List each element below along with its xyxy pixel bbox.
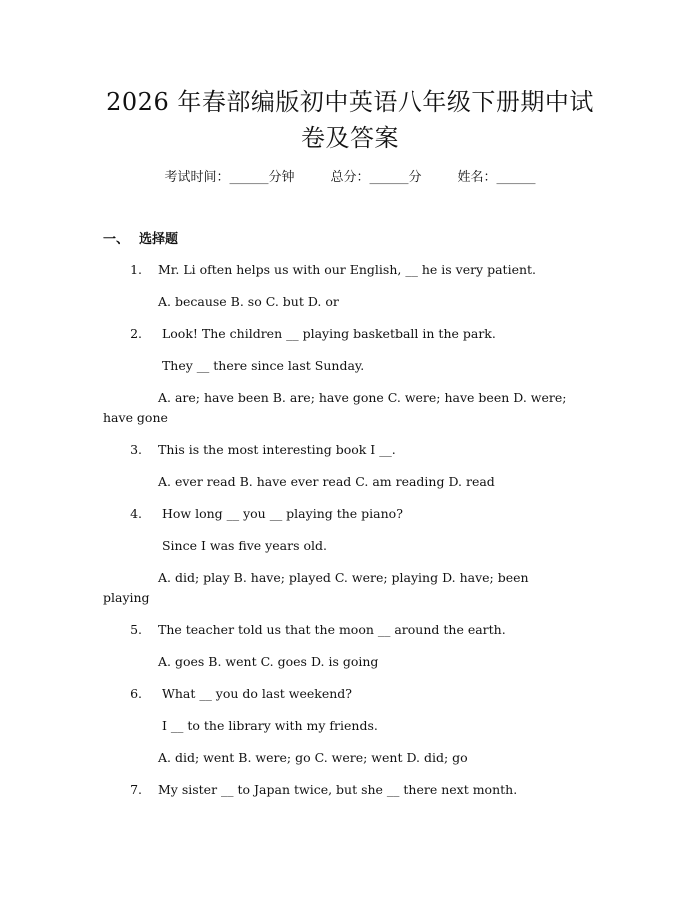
question-number: 7.: [130, 782, 142, 797]
question-options-continued: playing: [103, 590, 150, 605]
question-options: A. because B. so C. but D. or: [158, 294, 339, 309]
question-options: A. did; went B. were; go C. were; went D. did; go: [158, 750, 468, 765]
question-options: A. goes B. went C. goes D. is going: [158, 654, 379, 669]
total-score-field: 总分：______分: [330, 170, 422, 185]
question-stem: The teacher told us that the moon __ around the earth.: [158, 622, 506, 637]
section-number: 一、: [103, 232, 130, 247]
question-stem: Mr. Li often helps us with our English, __ he is very patient.: [158, 262, 537, 277]
question-stem: What __ you do last weekend?: [158, 686, 352, 701]
question-stem: My sister __ to Japan twice, but she __ there next month.: [158, 782, 518, 797]
question-number: 1.: [130, 262, 142, 277]
name-field: 姓名：______: [457, 170, 536, 185]
question-options-continued: have gone: [103, 410, 168, 425]
exam-meta: [0, 168, 700, 188]
question-stem: Look! The children __ playing basketball in the park.: [158, 326, 496, 341]
question-number: 4.: [130, 506, 142, 521]
question-stem-line-2: Since I was five years old.: [158, 538, 327, 553]
exam-time-field: 考试时间：______分钟: [164, 170, 295, 185]
question-number: 2.: [130, 326, 142, 341]
title-line-1: 2026 年春部编版初中英语八年级下册期中试: [106, 88, 594, 116]
section-title: 选择题: [139, 232, 179, 247]
question-stem-line-2: I __ to the library with my friends.: [158, 718, 378, 733]
page-title: [60, 84, 640, 156]
question-number: 5.: [130, 622, 142, 637]
question-stem-line-2: They __ there since last Sunday.: [158, 358, 365, 373]
question-number: 3.: [130, 442, 142, 457]
question-options: A. ever read B. have ever read C. am reading D. read: [158, 474, 495, 489]
question-options: A. are; have been B. are; have gone C. were; have been D. were;: [158, 390, 567, 405]
question-number: 6.: [130, 686, 142, 701]
question-options: A. did; play B. have; played C. were; playing D. have; been: [158, 570, 529, 585]
question-stem: How long __ you __ playing the piano?: [158, 506, 403, 521]
title-line-2: 卷及答案: [301, 124, 399, 152]
section-heading: [103, 230, 178, 250]
question-stem: This is the most interesting book I __.: [158, 442, 396, 457]
